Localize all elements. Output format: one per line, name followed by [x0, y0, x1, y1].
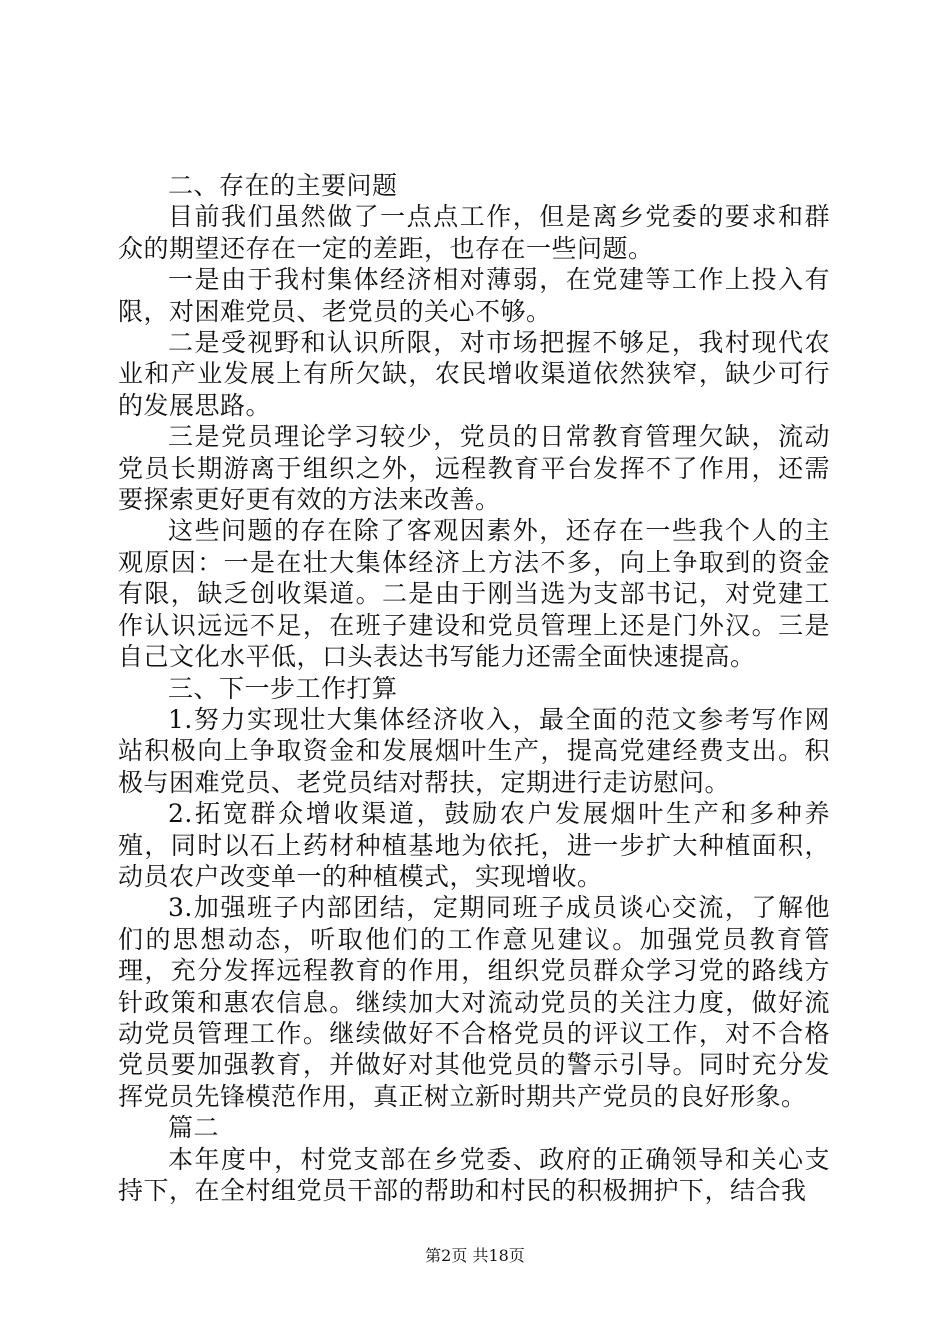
- paragraph: 这些问题的存在除了客观因素外，还存在一些我个人的主观原因：一是在壮大集体经济上方法不多，向上争取到的资金有限，缺乏创收渠道。二是由于刚当选为支部书记，对党建工作认识远远不足，在班子建设和党员管理上还是门外汉。三是自己文化水平低，口头表达书写能力还需全面快速提高。: [118, 516, 830, 672]
- list-item: 1.努力实现壮大集体经济收入，最全面的范文参考写作网站积极向上争取资金和发展烟叶生产，提高党建经费支出。积极与困难党员、老党员结对帮扶，定期进行走访慰问。: [118, 704, 830, 797]
- section-heading-problems: 二、存在的主要问题: [168, 171, 398, 200]
- section-heading-part-two: 篇二: [168, 1113, 220, 1143]
- page-footer: 第2页 共18页: [425, 1246, 525, 1265]
- paragraph: 一是由于我村集体经济相对薄弱，在党建等工作上投入有限，对困难党员、老党员的关心不够。: [118, 265, 830, 326]
- section-heading-next-steps: 三、下一步工作打算: [168, 673, 398, 703]
- paragraph: 目前我们虽然做了一点点工作，但是离乡党委的要求和群众的期望还存在一定的差距，也存在一些问题。: [118, 202, 830, 263]
- document-body: [118, 170, 830, 1206]
- list-item: 3.加强班子内部团结，定期同班子成员谈心交流，了解他们的思想动态，听取他们的工作意见建议。加强党员教育管理，充分发挥远程教育的作用，组织党员群众学习党的路线方针政策和惠农信息。继续加大对流动党员的关注力度，做好流动党员管理工作。继续做好不合格党员的评议工作，对不合格党员要加强教育，并做好对其他党员的警示引导。同时充分发挥党员先锋模范作用，真正树立新时期共产党员的良好形象。: [118, 893, 830, 1111]
- paragraph: 三是党员理论学习较少，党员的日常教育管理欠缺，流动党员长期游离于组织之外，远程教育平台发挥不了作用，还需要探索更好更有效的方法来改善。: [118, 422, 830, 515]
- list-item: 2.拓宽群众增收渠道，鼓励农户发展烟叶生产和多种养殖，同时以石上药材种植基地为依托，进一步扩大种植面积，动员农户改变单一的种植模式，实现增收。: [118, 799, 830, 891]
- paragraph: 本年度中，村党支部在乡党委、政府的正确领导和关心支持下，在全村组党员干部的帮助和村民的积极拥护下，结合我: [118, 1144, 830, 1205]
- paragraph: 二是受视野和认识所限，对市场把握不够足，我村现代农业和产业发展上有所欠缺，农民增收渠道依然狭窄，缺少可行的发展思路。: [118, 328, 830, 420]
